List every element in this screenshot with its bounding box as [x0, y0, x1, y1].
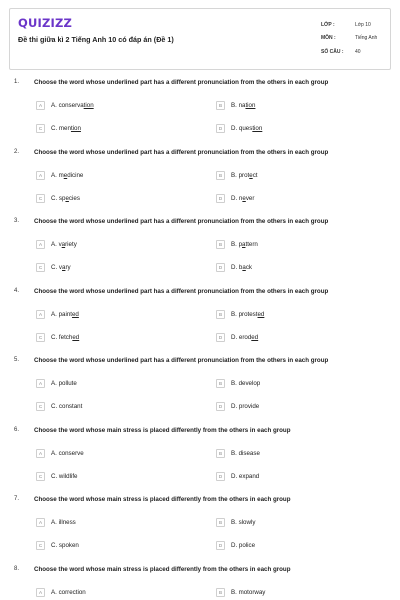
option-text-part: A. v	[51, 241, 62, 248]
answer-option-b[interactable]	[216, 378, 260, 389]
option-letter-box: B	[216, 101, 225, 110]
answer-option-a[interactable]	[36, 517, 76, 528]
option-letter-box: C	[36, 541, 45, 550]
question-text: Choose the word whose underlined part has a different pronunciation from the others in each group	[34, 79, 329, 86]
option-underlined-part: tion	[252, 125, 263, 132]
meta-label: MÔN :	[321, 35, 336, 42]
option-text	[231, 172, 258, 179]
option-text	[51, 334, 79, 341]
option-letter-box: B	[216, 379, 225, 388]
answer-option-b[interactable]	[216, 517, 255, 528]
question-text: Choose the word whose underlined part has a different pronunciation from the others in each group	[34, 148, 329, 156]
answer-option-c[interactable]	[36, 332, 79, 343]
option-letter-box: C	[36, 263, 45, 272]
option-text-part: C. men	[51, 125, 71, 132]
question-text: Choose the word whose underlined part has a different pronunciation from the others in each group	[34, 218, 329, 225]
option-text-part: B. protest	[231, 310, 258, 318]
option-text	[51, 542, 79, 549]
page-title: Đề thi giữa kì 2 Tiếng Anh 10 có đáp án (Đề 1)	[18, 35, 174, 44]
option-text-part: A. illness	[51, 519, 76, 526]
option-text-part: cies	[68, 194, 80, 202]
option-text	[51, 519, 76, 526]
option-underlined-part: ed	[251, 333, 259, 341]
answer-option-a[interactable]	[36, 378, 77, 389]
question-text: Choose the word whose underlined part has a different pronunciation from the others in each group	[34, 357, 329, 364]
answer-option-d[interactable]	[216, 401, 259, 412]
question-number: 4.	[14, 287, 20, 294]
answer-option-a[interactable]	[36, 170, 83, 181]
answer-option-d[interactable]	[216, 123, 262, 134]
option-text-part: B. na	[231, 102, 246, 109]
option-underlined-part: e	[63, 171, 68, 179]
option-text-part: ck	[245, 264, 252, 271]
answer-option-c[interactable]	[36, 540, 79, 551]
option-letter-box: C	[36, 333, 45, 342]
answer-option-b[interactable]	[216, 309, 264, 320]
option-text-part: C. spoken	[51, 542, 79, 549]
meta-row-count	[321, 45, 387, 59]
option-text-part: B. disease	[231, 449, 260, 457]
answer-option-c[interactable]	[36, 193, 80, 204]
option-text	[231, 380, 260, 387]
option-text-part: B. motorway	[231, 588, 266, 596]
option-text	[231, 125, 262, 132]
meta-value: Lớp 10	[355, 21, 371, 28]
option-text-part: B. slowly	[231, 519, 256, 526]
option-letter-box: C	[36, 472, 45, 481]
option-letter-box: C	[36, 194, 45, 203]
question-text: Choose the word whose underlined part has a different pronunciation from the others in each group	[34, 287, 329, 295]
option-letter-box: D	[216, 541, 225, 550]
option-text	[231, 241, 258, 248]
option-underlined-part: e	[242, 194, 246, 202]
option-letter-box: A	[36, 310, 45, 319]
option-text-part: C. v	[51, 264, 63, 271]
option-text	[51, 241, 77, 248]
option-text-part: D. provide	[231, 403, 260, 410]
option-letter-box: A	[36, 379, 45, 388]
option-letter-box: C	[36, 124, 45, 133]
answer-option-b[interactable]	[216, 170, 258, 181]
question-number: 1.	[14, 79, 20, 85]
option-text	[51, 195, 80, 202]
quizizz-logo: QUIZIZZ	[18, 16, 73, 30]
option-letter-box: B	[216, 171, 225, 180]
option-underlined-part: tion	[70, 125, 81, 132]
option-text-part: B. p	[231, 241, 243, 248]
answer-option-c[interactable]	[36, 262, 71, 273]
option-text	[51, 473, 77, 480]
option-letter-box: B	[216, 240, 225, 249]
answer-option-c[interactable]	[36, 401, 82, 412]
answer-option-c[interactable]	[36, 123, 81, 134]
option-text-part: D. police	[231, 542, 256, 549]
option-letter-box: D	[216, 402, 225, 411]
option-text	[231, 519, 255, 526]
option-text-part: D. erod	[231, 333, 252, 341]
option-text	[51, 403, 82, 410]
question-item	[0, 565, 400, 600]
answer-option-b[interactable]	[216, 239, 258, 250]
option-text	[51, 264, 71, 271]
option-letter-box: A	[36, 101, 45, 110]
option-text-part: dicine	[67, 171, 84, 179]
option-letter-box: B	[216, 310, 225, 319]
answer-option-c[interactable]	[36, 471, 77, 482]
option-text-part: D. expand	[231, 472, 260, 480]
option-text	[51, 172, 83, 179]
option-text	[231, 589, 265, 596]
answer-option-a[interactable]	[36, 100, 94, 111]
option-text-part: A. conserva	[51, 102, 84, 109]
option-text-part: B. prot	[231, 171, 250, 179]
question-text: Choose the word whose main stress is placed differently from the others in each group	[34, 426, 291, 434]
option-text-part: D. n	[231, 194, 243, 202]
option-text	[231, 450, 260, 457]
option-letter-box: A	[36, 240, 45, 249]
question-item	[0, 356, 400, 426]
option-letter-box: B	[216, 588, 225, 597]
option-underlined-part: e	[65, 194, 69, 202]
option-text-part: A. pollute	[51, 380, 77, 387]
option-underlined-part: ed	[257, 310, 265, 318]
question-list	[0, 78, 400, 600]
option-text	[231, 542, 255, 549]
option-text	[231, 195, 254, 202]
option-letter-box: D	[216, 124, 225, 133]
option-underlined-part: ed	[71, 310, 79, 318]
option-letter-box: C	[36, 402, 45, 411]
question-item	[0, 287, 400, 357]
option-text-part: A. paint	[51, 310, 72, 318]
option-letter-box: D	[216, 472, 225, 481]
option-letter-box: D	[216, 263, 225, 272]
option-text	[51, 311, 79, 318]
option-underlined-part: a	[61, 241, 66, 248]
option-letter-box: B	[216, 449, 225, 458]
option-underlined-part: tion	[245, 102, 256, 109]
option-text-part: D. ques	[231, 125, 253, 132]
meta-row-subject	[321, 32, 387, 46]
question-item	[0, 426, 400, 496]
option-underlined-part: e	[249, 171, 253, 179]
question-number: 8.	[14, 565, 20, 572]
worksheet-meta	[321, 18, 387, 59]
option-text	[231, 102, 255, 109]
option-text-part: A. correction	[51, 588, 86, 596]
option-text-part: D. b	[231, 264, 243, 271]
question-item	[0, 148, 400, 218]
option-underlined-part: tion	[83, 102, 94, 109]
option-text	[231, 403, 259, 410]
option-text-part: A. conserve	[51, 449, 84, 457]
answer-option-a[interactable]	[36, 448, 84, 459]
question-number: 2.	[14, 148, 20, 155]
question-item	[0, 217, 400, 287]
answer-option-a[interactable]	[36, 239, 77, 250]
option-text	[51, 125, 81, 132]
worksheet-header	[9, 8, 391, 70]
answer-option-b[interactable]	[216, 100, 255, 111]
answer-option-d[interactable]	[216, 540, 255, 551]
answer-option-b[interactable]	[216, 448, 260, 459]
option-text-part: ct	[252, 171, 258, 179]
option-text	[231, 473, 259, 480]
question-item	[0, 78, 400, 148]
option-text	[51, 102, 94, 109]
answer-option-d[interactable]	[216, 332, 258, 343]
option-letter-box: D	[216, 194, 225, 203]
question-item	[0, 495, 400, 565]
meta-row-class	[321, 18, 387, 32]
option-letter-box: A	[36, 171, 45, 180]
option-letter-box: A	[36, 449, 45, 458]
meta-value: 40	[355, 48, 361, 55]
option-text	[231, 264, 252, 271]
option-text	[51, 380, 77, 387]
option-underlined-part: ed	[72, 333, 80, 341]
option-letter-box: B	[216, 518, 225, 527]
question-text: Choose the word whose main stress is placed differently from the others in each group	[34, 496, 291, 503]
option-text-part: C. sp	[51, 194, 66, 202]
meta-value: Tiếng Anh	[355, 35, 378, 42]
question-number: 7.	[14, 496, 20, 502]
answer-option-d[interactable]	[216, 471, 259, 482]
answer-option-b[interactable]	[216, 587, 265, 598]
option-text	[51, 589, 86, 596]
answer-option-d[interactable]	[216, 262, 252, 273]
question-number: 5.	[14, 357, 20, 363]
question-text: Choose the word whose main stress is placed differently from the others in each group	[34, 565, 291, 573]
option-text-part: B. develop	[231, 380, 261, 387]
answer-option-d[interactable]	[216, 193, 254, 204]
option-text-part: ver	[245, 194, 255, 202]
option-letter-box: D	[216, 333, 225, 342]
option-underlined-part: a	[62, 264, 66, 271]
option-text	[231, 334, 258, 341]
meta-label: LỚP :	[321, 21, 335, 28]
option-text-part: C. constant	[51, 403, 83, 410]
option-text-part: ttern	[245, 241, 258, 248]
option-text	[231, 311, 264, 318]
option-text-part: C. fetch	[51, 333, 73, 341]
option-text-part: A. m	[51, 171, 64, 179]
option-letter-box: A	[36, 588, 45, 597]
option-text-part: ry	[65, 264, 71, 271]
answer-option-a[interactable]	[36, 309, 79, 320]
option-text-part: C. wildlife	[51, 472, 78, 480]
answer-option-a[interactable]	[36, 587, 86, 598]
option-text-part: riety	[65, 241, 77, 248]
option-underlined-part: a	[242, 241, 246, 248]
question-number: 6.	[14, 426, 20, 433]
question-number: 3.	[14, 218, 20, 224]
option-underlined-part: a	[242, 264, 246, 271]
meta-label: SỐ CÂU :	[321, 48, 344, 55]
option-text	[51, 450, 84, 457]
option-letter-box: A	[36, 518, 45, 527]
